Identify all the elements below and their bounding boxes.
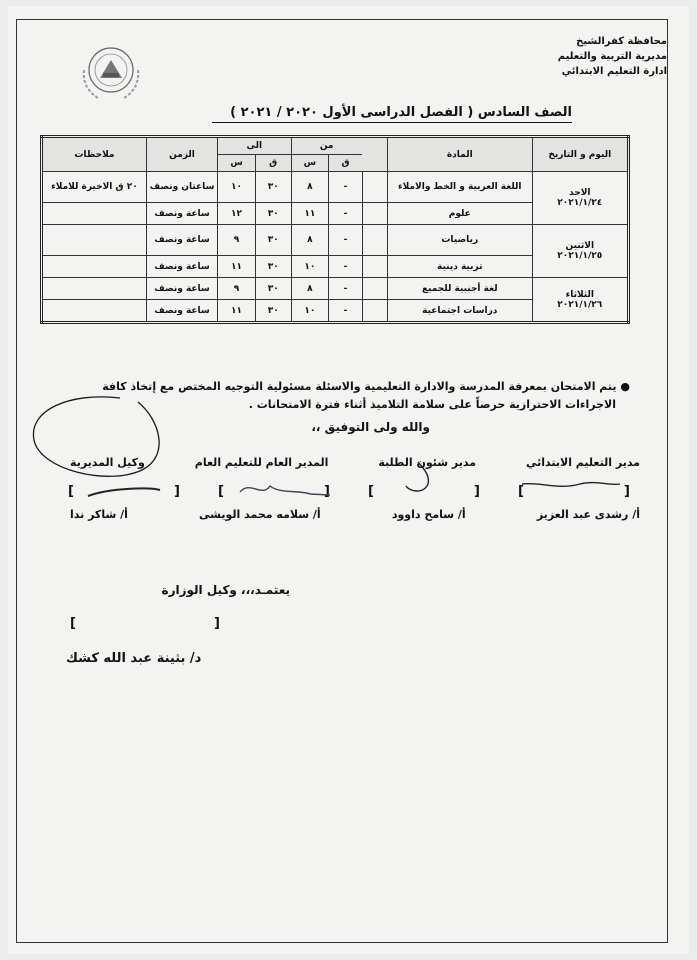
letterhead — [447, 34, 667, 79]
spacer-cell — [362, 225, 387, 256]
signature-slot: [ ] — [68, 484, 180, 499]
exam-schedule-table — [40, 135, 630, 324]
signatory-title: مدير التعليم الابتدائي — [526, 456, 640, 469]
notes-cell — [42, 256, 147, 278]
from-hours-cell: ١٠ — [291, 300, 329, 323]
spacer-cell — [362, 300, 387, 323]
to-hours-cell: ٩ — [218, 225, 256, 256]
header-to-minutes: ق — [255, 155, 291, 172]
duration-cell: ساعة ونصف — [146, 278, 217, 300]
approval-label: يعتمـد،،، وكيل الوزارة — [161, 583, 290, 597]
from-minutes-cell: - — [329, 300, 363, 323]
duration-cell: ساعة ونصف — [146, 256, 217, 278]
from-minutes-cell: - — [329, 256, 363, 278]
day-date: ٢٠٢١/١/٢٥ — [557, 251, 603, 261]
department-line: ادارة التعليم الابتدائي — [561, 66, 667, 77]
duration-cell: ساعة ونصف — [146, 203, 217, 225]
duration-cell: ساعتان ونصف — [146, 172, 217, 203]
table-row — [42, 172, 629, 203]
to-hours-cell: ١٢ — [218, 203, 256, 225]
day-date: ٢٠٢١/١/٢٤ — [557, 198, 603, 208]
signatory-name: أ/ شاكر ندا — [70, 508, 128, 521]
header-day-date: اليوم و التاريخ — [532, 137, 628, 172]
to-hours-cell: ٩ — [218, 278, 256, 300]
spacer-cell — [362, 203, 387, 225]
duration-cell: ساعة ونصف — [146, 225, 217, 256]
day-cell — [532, 225, 628, 278]
notes-cell — [42, 300, 147, 323]
spacer-cell — [362, 256, 387, 278]
day-name: الاثنين — [565, 241, 595, 251]
table-row — [42, 278, 629, 300]
exam-note — [60, 378, 630, 414]
approval-name: د/ بثينة عبد الله كشك — [66, 651, 202, 666]
from-minutes-cell: - — [329, 203, 363, 225]
from-hours-cell: ٨ — [291, 172, 329, 203]
subject-cell: رياضيات — [387, 225, 532, 256]
subject-cell: اللغة العربية و الخط والاملاء — [387, 172, 532, 203]
from-hours-cell: ٨ — [291, 278, 329, 300]
from-hours-cell: ٨ — [291, 225, 329, 256]
signatory-name: أ/ رشدى عبد العزيز — [536, 508, 640, 521]
to-hours-cell: ١١ — [218, 256, 256, 278]
notes-cell: ٢٠ ق الاخيرة للاملاء — [42, 172, 147, 203]
to-minutes-cell: ٣٠ — [255, 225, 291, 256]
to-minutes-cell: ٣٠ — [255, 256, 291, 278]
ministry-logo — [76, 40, 146, 104]
day-name: الاحد — [569, 188, 591, 198]
to-minutes-cell: ٣٠ — [255, 203, 291, 225]
signatory-names — [70, 508, 640, 521]
note-line-1: ● يتم الامتحان بمعرفة المدرسة والادارة التعليمية والاسئلة مسئولية التوجيه المختص مع إتخاذ كافة — [102, 380, 630, 393]
signature-brackets — [68, 484, 630, 499]
signatory-titles — [70, 456, 640, 469]
to-hours-cell: ١٠ — [218, 172, 256, 203]
from-hours-cell: ١١ — [291, 203, 329, 225]
header-spacer — [362, 137, 387, 172]
header-from-minutes: ق — [329, 155, 363, 172]
header-duration: الزمن — [146, 137, 217, 172]
spacer-cell — [362, 172, 387, 203]
from-hours-cell: ١٠ — [291, 256, 329, 278]
spacer-cell — [362, 278, 387, 300]
day-date: ٢٠٢١/١/٢٦ — [557, 299, 603, 310]
governorate-line: محافظة كفرالشيخ — [576, 36, 667, 47]
subject-cell: لغة أجنبية للجميع — [387, 278, 532, 300]
table-row — [42, 225, 629, 256]
signature-slot: [ ] — [368, 484, 480, 499]
subject-cell: علوم — [387, 203, 532, 225]
signatory-name: أ/ سامح داوود — [391, 508, 466, 521]
signatory-title: المدير العام للتعليم العام — [194, 456, 329, 469]
signatory-name: أ/ سلامه محمد الويشى — [199, 508, 321, 521]
closing-line: والله ولى التوفيق ،، — [311, 420, 430, 434]
day-cell — [532, 172, 628, 225]
header-to-hours: س — [218, 155, 256, 172]
duration-cell: ساعة ونصف — [146, 300, 217, 323]
to-minutes-cell: ٣٠ — [255, 300, 291, 323]
to-hours-cell: ١١ — [218, 300, 256, 323]
directorate-line: مديرية التربية والتعليم — [557, 51, 667, 62]
note-line-2: الاجراءات الاحترازية حرصاً على سلامة التلاميذ أثناء فترة الامتحانات . — [248, 398, 616, 411]
header-subject: المادة — [387, 137, 532, 172]
from-minutes-cell: - — [329, 172, 363, 203]
to-minutes-cell: ٣٠ — [255, 278, 291, 300]
subject-cell: دراسات اجتماعية — [387, 300, 532, 323]
header-to: الى — [218, 137, 291, 155]
day-name: الثلاثاء — [565, 289, 594, 300]
notes-cell — [42, 225, 147, 256]
header-from: من — [291, 137, 362, 155]
from-minutes-cell: - — [329, 225, 363, 256]
signatory-title: وكيل المديرية — [70, 456, 145, 469]
header-from-hours: س — [291, 155, 329, 172]
signatory-title: مدير شئون الطلبة — [378, 456, 477, 469]
signature-slot: [ ] — [518, 484, 630, 499]
approval-signature-slot: [ ] — [70, 616, 220, 631]
signature-slot: [ ] — [218, 484, 330, 499]
notes-cell — [42, 203, 147, 225]
day-cell — [532, 278, 628, 323]
to-minutes-cell: ٣٠ — [255, 172, 291, 203]
from-minutes-cell: - — [329, 278, 363, 300]
subject-cell: تربية دينية — [387, 256, 532, 278]
notes-cell — [42, 278, 147, 300]
page-title: الصف السادس ( الفصل الدراسى الأول ٢٠٢٠ / ٢٠٢١ ) — [212, 105, 572, 123]
header-notes: ملاحظات — [42, 137, 147, 172]
